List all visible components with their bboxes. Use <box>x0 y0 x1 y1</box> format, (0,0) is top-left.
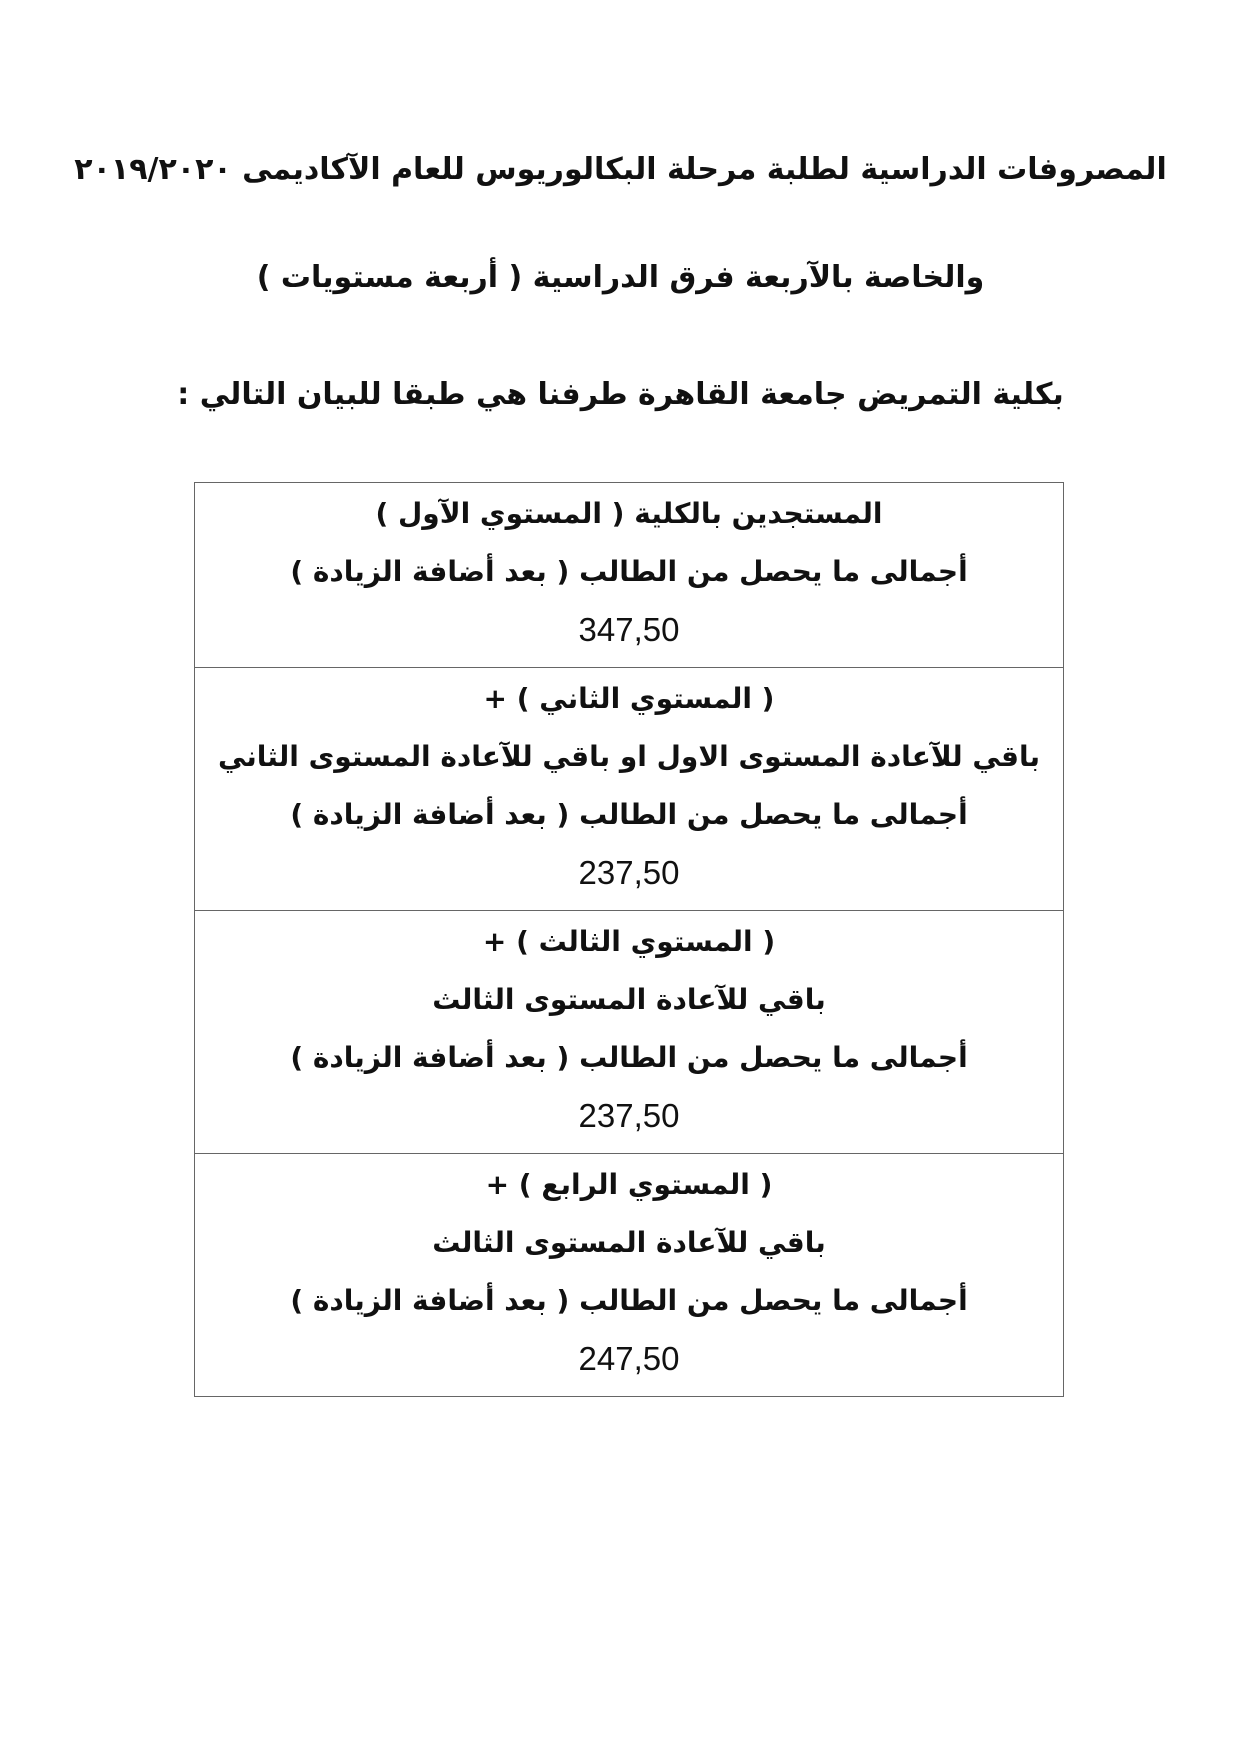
fee-amount: 237,50 <box>578 854 680 891</box>
table-row <box>195 1154 1064 1397</box>
fee-amount: 247,50 <box>578 1340 680 1377</box>
table-cell <box>195 1154 1064 1397</box>
table-cell <box>195 483 1064 668</box>
total-label: أجمالى ما يحصل من الطالب ( بعد أضافة الزيادة ) <box>290 1284 968 1317</box>
level-label: ( المستوي الثاني ) + <box>483 682 775 715</box>
table-row <box>195 483 1064 668</box>
level-label: ( المستوي الثالث ) + <box>482 925 776 958</box>
document-title: المصروفات الدراسية لطلبة مرحلة البكالوريوس للعام الآكاديمى ٢٠١٩/٢٠٢٠ <box>74 152 1167 187</box>
table-row <box>195 911 1064 1154</box>
repeat-label: باقي للآعادة المستوى الثالث <box>432 1226 826 1259</box>
repeat-label: باقي للآعادة المستوى الاول او باقي للآعادة المستوى الثاني <box>217 740 1041 773</box>
total-label: أجمالى ما يحصل من الطالب ( بعد أضافة الزيادة ) <box>290 1041 968 1074</box>
level-label: ( المستوي الرابع ) + <box>485 1168 773 1201</box>
repeat-label: باقي للآعادة المستوى الثالث <box>432 983 826 1016</box>
document-subtitle: والخاصة بالآربعة فرق الدراسية ( أربعة مستويات ) <box>256 260 985 295</box>
table-row <box>195 668 1064 911</box>
fees-table <box>194 482 1064 1397</box>
fee-amount: 237,50 <box>578 1097 680 1134</box>
total-label: أجمالى ما يحصل من الطالب ( بعد أضافة الزيادة ) <box>290 798 968 831</box>
table-cell <box>195 911 1064 1154</box>
total-label: أجمالى ما يحصل من الطالب ( بعد أضافة الزيادة ) <box>290 555 968 588</box>
table-cell <box>195 668 1064 911</box>
level-label: المستجدين بالكلية ( المستوي الآول ) <box>375 497 883 530</box>
document-intro: بكلية التمريض جامعة القاهرة طرفنا هي طبقا للبيان التالي : <box>177 377 1064 412</box>
fee-amount: 347,50 <box>578 611 680 648</box>
